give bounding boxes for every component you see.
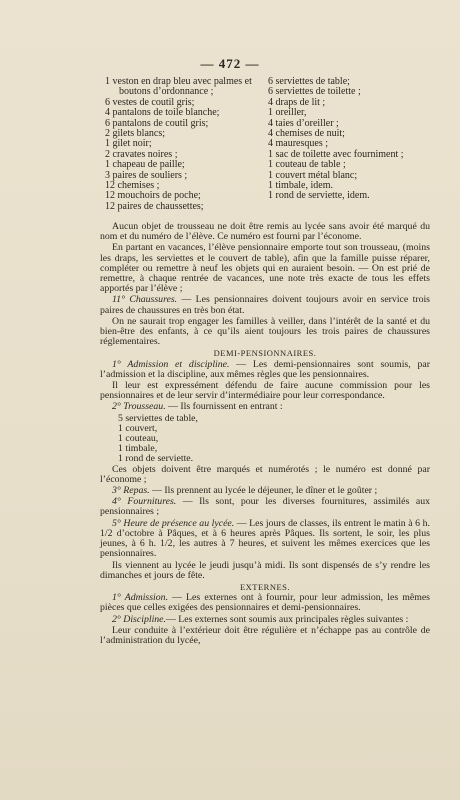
trousseau-item: 6 serviettes de table; <box>268 76 350 87</box>
trousseau-item: 4 draps de lit ; <box>268 96 326 108</box>
paragraph <box>100 402 430 412</box>
trousseau-item: 1 chapeau de paille; <box>105 159 185 171</box>
paragraph <box>100 360 430 380</box>
paragraph: Leur conduite à l’extérieur doit être régulière et n’échappe pas au contrôle de l’administration du lycée, <box>100 624 430 646</box>
trousseau-item: 6 vestes de coutil gris; <box>105 96 195 108</box>
paragraph-text: — Les demi-pensionnaires sont soumis, par l’admission et la discipline, aux mêmes règles que les pensionnaires. <box>100 358 430 380</box>
trousseau-item: 2 gilets blancs; <box>105 128 165 140</box>
paragraph-text: — Les jours de classes, ils entrent le matin à 6 h. 1/2 d’octobre à Pâques, et à 6 heures après Pâques. Ils sortent, le soir, les plus jeunes, à 6 h. 1/2, les autres à 7 heures, et suivent les mêmes exercices que les pensionnaires. <box>100 517 430 560</box>
trousseau-item: 4 chemises de nuit; <box>268 128 345 140</box>
paragraph-text: — Les pensionnaires doivent toujours avoir en service trois paires de chaussures en très bon état. <box>100 294 430 316</box>
paragraph-heading: 2° Trousseau. <box>112 401 166 413</box>
trousseau-list <box>100 414 430 465</box>
list-item: 1 couvert, <box>118 422 158 434</box>
trousseau-item: 6 pantalons de coutil gris; <box>105 117 209 129</box>
trousseau-item: 1 timbale, idem. <box>268 180 333 192</box>
page-number: — 472 — <box>200 56 260 71</box>
paragraph-text: — Les externes sont soumis aux principales règles suivantes : <box>165 613 409 625</box>
paragraph-text: — Les externes ont à fournir, pour leur admission, les mêmes pièces que celles exigées des pensionnaires et demi-pensionnaires. <box>100 592 430 614</box>
paragraph-text: — Ils prennent au lycée le déjeuner, le dîner et le goûter ; <box>149 485 378 497</box>
paragraph: Aucun objet de trousseau ne doit être remis au lycée sans avoir été marqué du nom et du numéro de l’élève. Ce numéro est fourni par l’économe. <box>100 221 430 243</box>
list-item: 5 serviettes de table, <box>118 412 198 424</box>
trousseau-item: 1 couteau de table ; <box>268 159 346 171</box>
trousseau-item: 12 mouchoirs de poche; <box>105 190 201 202</box>
trousseau-item: 1 gilet noir; <box>105 138 152 150</box>
paragraph <box>100 615 430 625</box>
paragraph: En partant en vacances, l’élève pensionnaire emporte tout son trousseau, (moins les draps, les serviettes et le couvert de table), afin que la famille puisse réparer, compléter ou remettre à neuf les objets qui en auraient besoin. — On est prié de remettre, à chaque rentrée de vacances, une note très exacte de tous les effets apportés par l’élève ; <box>100 242 430 295</box>
list-item: 1 timbale, <box>118 443 158 455</box>
trousseau-item: 1 veston en drap bleu avec palmes et boutons d’ordonnance ; <box>105 76 252 98</box>
trousseau-item: 6 serviettes de toilette ; <box>268 86 361 98</box>
paragraph: On ne saurait trop engager les familles à veiller, dans l’intérêt de la santé et du bien-être des enfants, à ce qu’ils aient toujours les trois paires de chaussures réglementaires. <box>100 315 430 348</box>
list-item: 1 couteau, <box>118 433 159 445</box>
section-title-externes: EXTERNES. <box>239 581 291 592</box>
paragraph <box>100 295 430 315</box>
paragraph-text: — Ils fournissent en entrant : <box>165 401 283 413</box>
paragraph: Ces objets doivent être marqués et numérotés ; le numéro est donné par l’économe ; <box>100 463 430 485</box>
paragraph-heading: 1° Admission et discipline. <box>112 358 230 370</box>
trousseau-item: 12 chemises ; <box>105 180 160 192</box>
paragraph <box>100 593 430 613</box>
trousseau-item: 1 couvert métal blanc; <box>268 169 358 181</box>
paragraph <box>100 497 430 517</box>
document-body <box>100 222 430 647</box>
paragraph: Il leur est expressément défendu de faire aucune commission pour les pensionnaires et de leur servir d’intermédiaire pour leur correspondance. <box>100 380 430 402</box>
list-item: 1 rond de serviette. <box>118 453 194 465</box>
paragraph-heading: 2° Discipline. <box>112 613 166 625</box>
paragraph-heading: 4° Fournitures. <box>112 496 177 508</box>
trousseau-item: 1 sac de toilette avec fourniment ; <box>268 148 404 160</box>
paragraph: Ils viennent au lycée le jeudi jusqu’à midi. Ils sont dispensés de s’y rendre les dimanches et jours de fête. <box>100 559 430 581</box>
paragraph-heading: 1° Admission. <box>112 592 169 604</box>
trousseau-item: 1 rond de serviette, idem. <box>268 190 370 202</box>
paragraph-heading: 5° Heure de présence au lycée. <box>112 517 235 529</box>
paragraph-heading: 3° Repas. <box>112 485 150 497</box>
trousseau-item: 3 paires de souliers ; <box>105 169 188 181</box>
paragraph-heading: 11° Chaussures. <box>112 294 178 306</box>
section-title-demi-pensionnaires: DEMI-PENSIONNAIRES. <box>213 348 317 359</box>
trousseau-item: 4 pantalons de toile blanche; <box>105 107 220 119</box>
trousseau-right-column <box>268 77 433 202</box>
trousseau-item: 1 oreiller, <box>268 107 307 119</box>
trousseau-item: 2 cravates noires ; <box>105 148 178 160</box>
trousseau-item: 12 paires de chaussettes; <box>105 200 204 212</box>
trousseau-item: 4 mauresques ; <box>268 138 328 150</box>
trousseau-item: 4 taies d’oreiller ; <box>268 117 339 129</box>
paragraph-text: — Ils sont, pour les diverses fournitures, assimilés aux pensionnaires ; <box>100 496 430 518</box>
trousseau-left-column <box>105 77 260 212</box>
paragraph <box>100 486 430 496</box>
paragraph <box>100 519 430 560</box>
